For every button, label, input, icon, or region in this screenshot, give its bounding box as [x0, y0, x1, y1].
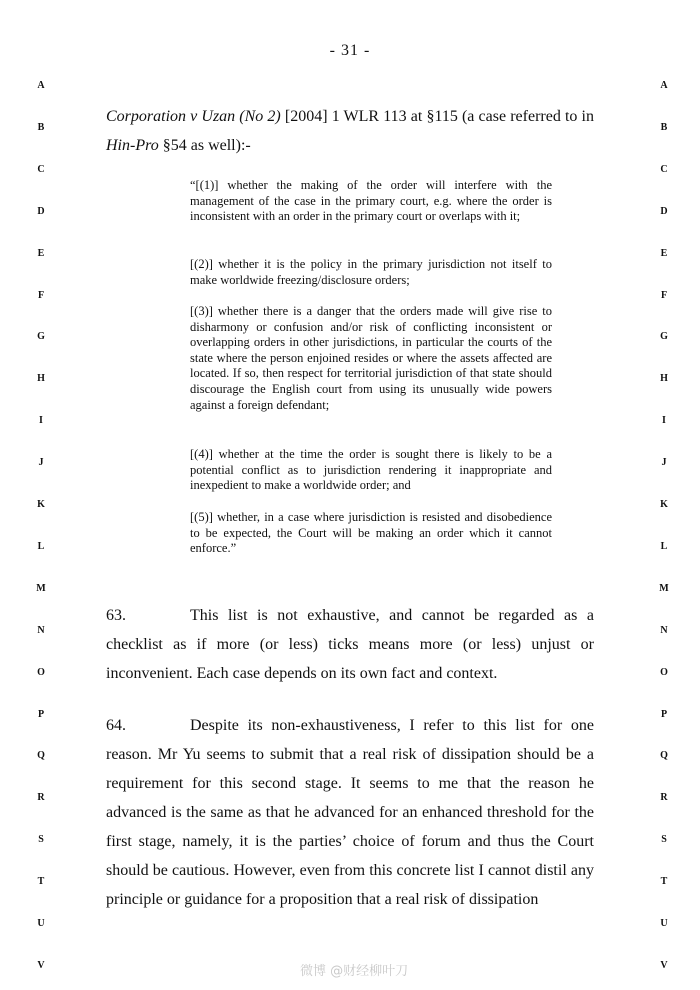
- margin-letter-left-f: F: [37, 289, 45, 301]
- margin-letter-right-f: F: [660, 289, 668, 301]
- paragraph-text: Despite its non-exhaustiveness, I refer to this list for one reason. Mr Yu seems to submit that a real risk of dissipation should be a requirement for this second stage. It seems to me that the reason he advanced is the same as that he advanced for an enhanced threshold for the first stage, namely, it is the parties’ choice of forum and thus the Court should be cautious. However, even from this concrete list I cannot distil any principle or guidance for a proposition that a real risk of dissipation: [106, 717, 594, 908]
- paragraph-63: [106, 585, 594, 704]
- margin-letter-right-b: B: [660, 121, 668, 133]
- margin-letter-right-c: C: [660, 163, 668, 175]
- margin-letter-left-g: G: [37, 331, 45, 343]
- margin-letter-left-e: E: [37, 247, 45, 259]
- quote-item-1: “[(1)] whether the making of the order will interfere with the management of the case in the primary court, e.g. where the order is inconsistent with an order in the primary court or overlaps with it;: [190, 178, 552, 224]
- margin-letter-left-h: H: [37, 373, 45, 385]
- paragraph-text: This list is not exhaustive, and cannot be regarded as a checklist as if more (or less) ticks means more (or less) unjust or inconvenient. Each case depends on its own fact and context.: [106, 607, 594, 682]
- quote-item-5: [(5)] whether, in a case where jurisdiction is resisted and disobedience to be expected, the Court will be making an order which it cannot enforce.”: [190, 510, 552, 556]
- paragraph-64: [106, 695, 594, 930]
- intro-paragraph: [106, 102, 594, 160]
- margin-letter-right-t: T: [660, 876, 668, 888]
- margin-letter-right-g: G: [660, 331, 668, 343]
- margin-letter-right-a: A: [660, 80, 668, 91]
- margin-letter-right-h: H: [660, 373, 668, 385]
- watermark: 微博 @财经柳叶刀: [300, 964, 409, 979]
- margin-letter-left-b: B: [37, 121, 45, 133]
- margin-letter-right-p: P: [660, 708, 668, 720]
- page-number: - 31 -: [329, 42, 371, 59]
- margin-letter-left-d: D: [37, 205, 45, 217]
- margin-letter-left-t: T: [37, 876, 45, 888]
- paragraph-number: 64.: [106, 717, 126, 734]
- margin-letter-left-k: K: [37, 499, 45, 510]
- margin-letter-right-l: L: [660, 540, 668, 552]
- margin-letter-left-u: U: [37, 918, 45, 929]
- margin-letter-right-j: J: [661, 457, 667, 469]
- margin-letter-right-e: E: [660, 247, 668, 259]
- quote-item-4: [(4)] whether at the time the order is sought there is likely to be a potential conflict as to jurisdiction rendering it inappropriate and inexpedient to make a worldwide order; and: [190, 447, 552, 493]
- margin-letter-left-s: S: [38, 834, 44, 846]
- margin-letter-right-i: I: [662, 415, 666, 427]
- margin-letter-left-l: L: [37, 540, 45, 552]
- margin-letter-left-a: A: [37, 80, 45, 91]
- margin-letter-right-k: K: [660, 499, 668, 510]
- margin-letter-right-n: N: [660, 624, 668, 636]
- margin-letter-right-q: Q: [660, 750, 668, 762]
- margin-letter-right-u: U: [660, 918, 668, 929]
- referred-case-name: Hin-Pro: [106, 137, 159, 154]
- margin-letter-right-s: S: [661, 834, 667, 846]
- margin-letter-left-r: R: [37, 792, 45, 804]
- intro-tail: §54 as well):-: [158, 137, 251, 154]
- margin-letter-right-m: M: [659, 582, 669, 594]
- margin-letter-left-q: Q: [37, 750, 45, 762]
- margin-letter-right-v: V: [660, 959, 668, 971]
- margin-letter-right-d: D: [660, 205, 668, 217]
- quote-item-2: [(2)] whether it is the policy in the primary jurisdiction not itself to make worldwide freezing/disclosure orders;: [190, 257, 552, 287]
- margin-letter-left-m: M: [36, 582, 46, 594]
- margin-letter-left-p: P: [37, 708, 45, 720]
- margin-letter-left-i: I: [39, 415, 43, 427]
- margin-letter-left-v: V: [37, 959, 45, 971]
- margin-letter-left-o: O: [37, 666, 45, 678]
- paragraph-number: 63.: [106, 607, 126, 624]
- margin-letter-left-n: N: [37, 624, 45, 636]
- margin-letter-right-r: R: [660, 792, 668, 804]
- case-citation: [2004] 1 WLR 113 at §115 (a case referred to in: [280, 108, 594, 125]
- margin-letter-left-c: C: [37, 163, 45, 175]
- quote-item-3: [(3)] whether there is a danger that the orders made will give rise to disharmony or confusion and/or risk of conflicting inconsistent or overlapping orders in other jurisdictions, in particular the courts of the state where the person enjoined resides or where the assets affected are located. If so, then respect for territorial jurisdiction of that state should discourage the English court from using its unusually wide powers against a foreign defendant;: [190, 304, 552, 412]
- margin-letter-left-j: J: [38, 457, 44, 469]
- case-name: Corporation v Uzan (No 2): [106, 108, 281, 125]
- margin-letter-right-o: O: [660, 666, 668, 678]
